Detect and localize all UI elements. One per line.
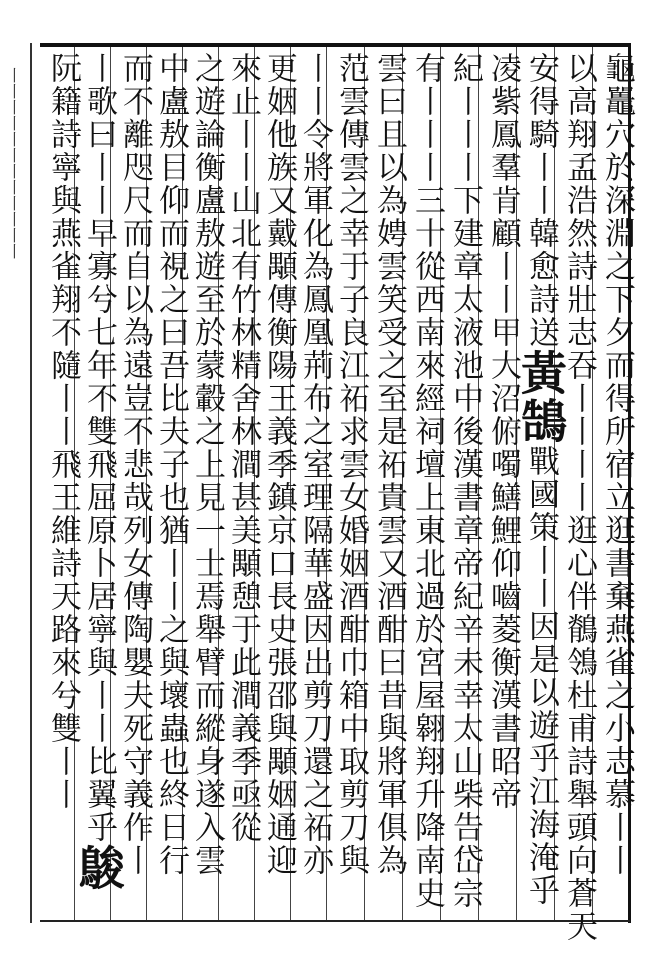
- text-column-3: 安得騎丨丨韓愈詩送黃鵠戰國策丨丨因是以遊乎江海淹乎: [514, 52, 568, 907]
- text-column-7: 雲曰且以為娉雲笑受之至是祏貴雲又酒酣曰昔與將軍俱為: [371, 52, 407, 877]
- frame-left-border: [30, 43, 32, 923]
- text-column-10: 更姻他族又戴顒傳衡陽王義季鎮京口長史張邵與顒姻通迎: [261, 52, 297, 877]
- text-column-2: 以高翔孟浩然詩壯志吞丨丨丨丨逛心伴鶺鴒杜甫詩舉頭向蒼天: [561, 52, 597, 943]
- text-column-9: 丨丨令將軍化為鳳凰荊布之室理隔華盛因出剪刀還之祏亦: [297, 52, 333, 877]
- left-margin: [0, 47, 30, 920]
- margin-marks: 丨丨丨丨丨丨丨丨丨丨丨丨: [4, 67, 23, 259]
- text-column-16: 阮籍詩寧與燕雀翔不隨丨丨飛王維詩天路來兮雙丨丨: [45, 52, 81, 811]
- text-column-11: 來止丨丨山北有竹林精舍林澗甚美顒憩于此澗義季亟從: [225, 52, 261, 844]
- text-column-13: 中盧敖目仰而視之曰吾比夫子也猶丨丨之與壞蟲也終日行: [153, 52, 189, 877]
- frame-bottom-border: [40, 920, 630, 922]
- frame-top-border: [40, 43, 628, 47]
- text-column-6: 有丨丨丨三十從西南來經祠壇上東北過於宮屋翱翔升降南史: [409, 52, 445, 910]
- text-column-14: 而不離咫尺而自以為遠豈不悲哉列女傳陶嬰夫死守義作丨: [117, 52, 153, 877]
- text-column-4: 凌紫鳳羣肯顧丨丨甲大沼俯噣鱔鯉仰嚙菱衡漢書昭帝: [485, 52, 521, 811]
- text-column-12: 之遊論衡盧敖遊至於蒙轂之上見一士焉舉臂而縱身遂入雲: [189, 52, 225, 877]
- text-column-5: 紀丨丨丨下建章太液池中後漢書章帝紀辛未幸太山柴告岱宗: [447, 52, 483, 910]
- text-column-8: 范雲傳雲之幸于子良江祏求雲女婚姻酒酣巾箱中取剪刀與: [333, 52, 369, 877]
- text-column-15: 丨歌曰丨丨早寡兮七年不雙飛屈原卜居寧與丨丨比翼乎鵔: [72, 52, 126, 892]
- text-column-1: 龜鼉穴於深淵之下夕而得所宿立逛書棄燕雀之小志慕丨丨: [599, 52, 635, 877]
